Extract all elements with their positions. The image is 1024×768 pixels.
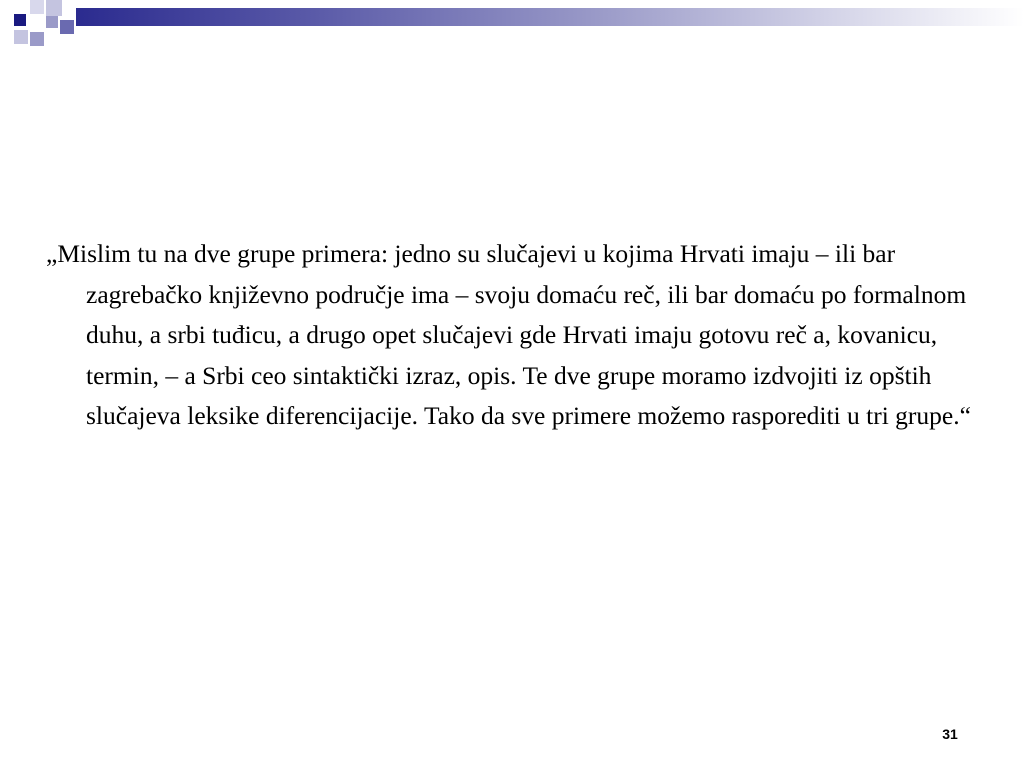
slide-body	[46, 234, 976, 437]
quote-paragraph: „Mislim tu na dve grupe primera: jedno su slučajevi u kojima Hrvati imaju – ili bar zagrebačko književno područje ima – svoju domaću reč, ili bar domaću po formalnom duhu, a srbi tuđicu, a drugo opet slučajevi gde Hrvati imaju gotovu reč a, kovanicu, termin, – a Srbi ceo sintaktički izraz, opis. Te dve grupe moramo izdvojiti iz opštih slučajeva leksike diferencijacije. Tako da sve primere možemo rasporediti u tri grupe.“	[46, 239, 971, 430]
header-gradient-band	[76, 8, 1024, 26]
decorative-squares-icon	[0, 0, 80, 64]
slide-number: 31	[942, 726, 958, 742]
